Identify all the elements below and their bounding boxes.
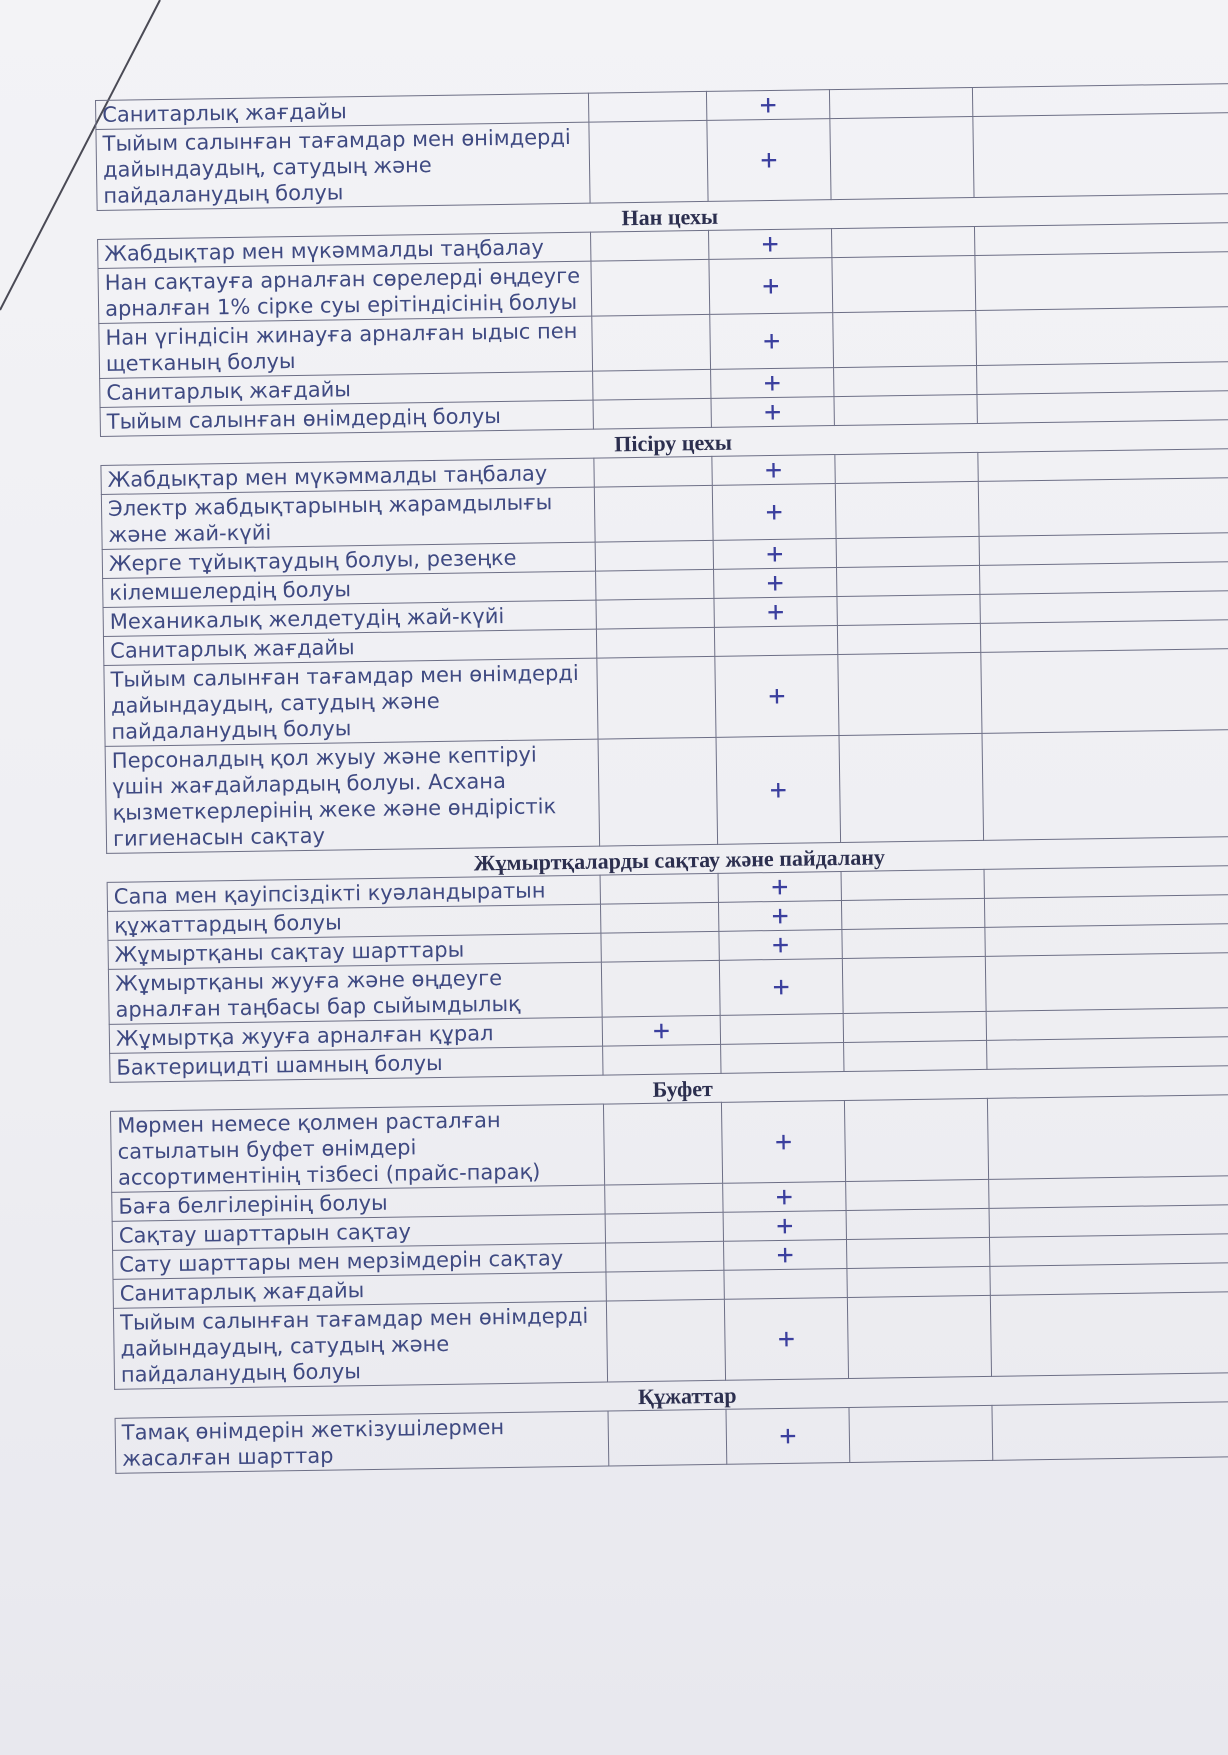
empty-cell [978, 477, 1228, 536]
checklist-item-text: Жерге тұйықтаудың болуы, резеңке [102, 542, 595, 578]
checklist-item-text: Жабдықтар мен мүкәммалды таңбалау [101, 458, 594, 494]
checklist-item-text: Жұмыртқаны жууға және өңдеуге арналған таңбасы бар сыйымдылық [108, 962, 602, 1024]
empty-cell [982, 729, 1228, 840]
handwritten-plus-mark: + [711, 368, 834, 399]
checklist-item-text: Жұмыртқаны сақтау шарттары [108, 933, 601, 969]
handwritten-plus-mark: + [723, 1210, 846, 1241]
checklist-item-text: Санитарлық жағдайы [100, 371, 593, 407]
empty-cell [594, 485, 713, 542]
empty-cell [980, 619, 1228, 652]
checklist-item-text: Тыйым салынған тағамдар мен өнімдерді дайындаудың, сатудың және пайдаланудың болуы [96, 122, 590, 210]
checklist-item-text: Сапа мен қауіпсіздікті куәландыратын [107, 875, 600, 911]
empty-cell [829, 87, 972, 118]
empty-cell [837, 623, 980, 654]
empty-cell [839, 733, 984, 842]
empty-cell [979, 532, 1228, 565]
empty-cell [833, 310, 977, 367]
section-title: Пісіру цехы [100, 419, 1228, 465]
empty-cell [987, 1094, 1228, 1179]
handwritten-plus-mark: + [724, 1239, 847, 1270]
handwritten-plus-mark: + [709, 258, 833, 315]
checklist-item-text: Баға белгілерінің болуы [112, 1185, 605, 1221]
empty-cell [600, 873, 718, 904]
empty-cell [847, 1295, 991, 1378]
empty-cell [980, 590, 1228, 623]
empty-cell [830, 116, 974, 199]
empty-cell [844, 1040, 987, 1071]
empty-cell [589, 120, 708, 203]
empty-cell [601, 931, 719, 962]
empty-cell [595, 540, 713, 571]
empty-cell [835, 452, 978, 483]
checklist-item-text: Персоналдың қол жуыу және кептіруі үшін жағдайлардың болуы. Асхана қызметкерлерінің жеке және өндірістік гигиенасын сақтау [105, 739, 600, 853]
checklist-item-text: Тыйым салынған өнімдердің болуы [100, 400, 593, 436]
empty-cell [591, 259, 710, 316]
empty-cell [836, 536, 979, 567]
empty-cell [974, 222, 1228, 255]
empty-cell [842, 956, 986, 1013]
empty-cell [606, 1299, 725, 1382]
empty-cell [980, 561, 1228, 594]
empty-cell [835, 481, 979, 538]
empty-cell [593, 369, 711, 400]
handwritten-plus-mark: + [718, 872, 841, 903]
handwritten-plus-mark: + [719, 959, 843, 1016]
checklist-item-text: кілемшелердің болуы [103, 571, 596, 607]
empty-cell [842, 927, 985, 958]
empty-cell [989, 1204, 1228, 1237]
empty-cell [978, 448, 1228, 481]
empty-cell [832, 255, 976, 312]
empty-cell [838, 652, 982, 735]
empty-cell [596, 569, 714, 600]
checklist-item-text: Механикалық желдетудің жай-күйі [103, 600, 596, 636]
empty-cell [593, 398, 711, 429]
checklist-item-text: Тыйым салынған тағамдар мен өнімдерді дайындаудың, сатудың және пайдаланудың болуы [104, 658, 598, 746]
checklist-item-text: Электр жабдықтарының жарамдылығы және жай-күйі [101, 487, 595, 549]
checklist-item-text: Тамақ өнімдерін жеткізушілермен жасалған шарттар [115, 1411, 609, 1473]
handwritten-plus-mark: + [713, 539, 836, 570]
checklist-item-text: Тыйым салынған тағамдар мен өнімдерді дайындаудың, сатудың және пайдаланудың болуы [113, 1301, 607, 1389]
empty-cell [992, 1401, 1228, 1460]
checklist-row [105, 729, 1228, 853]
empty-cell [834, 365, 977, 396]
empty-cell [596, 627, 714, 658]
empty-cell [596, 598, 714, 629]
section-title: Жұмыртқаларды сақтау және пайдалану [107, 836, 1228, 882]
empty-cell [846, 1208, 989, 1239]
empty-cell [605, 1183, 723, 1214]
empty-cell [603, 1044, 721, 1075]
empty-cell [849, 1405, 993, 1462]
checklist-body [96, 84, 1228, 1474]
checklist-item-text: Нан сақтауға арналған сөрелерді өңдеуге арналған 1% сірке суы ерітіндісінің болуы [98, 261, 592, 323]
empty-cell [600, 902, 718, 933]
empty-cell [601, 960, 720, 1017]
empty-cell [721, 1042, 844, 1073]
handwritten-plus-mark: + [714, 597, 837, 628]
empty-cell [844, 1098, 988, 1181]
handwritten-plus-mark: + [707, 119, 831, 202]
empty-cell [831, 226, 974, 257]
checklist-item-text: Санитарлық жағдайы [113, 1272, 606, 1308]
checklist-item-text: Бактерицидті шамның болуы [110, 1046, 603, 1082]
empty-cell [837, 594, 980, 625]
checklist-item-text: Нан үгіндісін жинауға арналған ыдыс пен щетканың болуы [99, 316, 593, 378]
empty-cell [608, 1409, 727, 1466]
empty-cell [834, 394, 977, 425]
checklist-item-text: Санитарлық жағдайы [103, 629, 596, 665]
checklist-item-text: Жұмыртқа жууға арналған құрал [109, 1017, 602, 1053]
empty-cell [724, 1268, 847, 1299]
checklist-item-text: Сату шарттары мен мерзімдерін сақтау [113, 1243, 606, 1279]
empty-cell [592, 314, 711, 371]
handwritten-plus-mark: + [710, 313, 834, 370]
empty-cell [606, 1241, 724, 1272]
empty-cell [841, 869, 984, 900]
empty-cell [985, 923, 1228, 956]
handwritten-plus-mark: + [602, 1015, 720, 1046]
empty-cell [976, 306, 1228, 365]
handwritten-plus-mark: + [715, 655, 839, 738]
section-title: Құжаттар [115, 1372, 1228, 1418]
empty-cell [984, 894, 1228, 927]
handwritten-plus-mark: + [719, 930, 842, 961]
handwritten-plus-mark: + [724, 1297, 848, 1380]
checklist-table [95, 83, 1228, 1474]
handwritten-plus-mark: + [712, 484, 836, 541]
empty-cell [977, 361, 1228, 394]
empty-cell [843, 1011, 986, 1042]
empty-cell [594, 456, 712, 487]
empty-cell [591, 230, 709, 261]
handwritten-plus-mark: + [714, 568, 837, 599]
empty-cell [837, 565, 980, 596]
empty-cell [603, 1102, 722, 1185]
empty-cell [598, 737, 718, 846]
empty-cell [987, 1036, 1228, 1069]
handwritten-plus-mark: + [711, 397, 834, 428]
checklist-item-text: құжаттардың болуы [108, 904, 601, 940]
checklist-item-text: Жабдықтар мен мүкәммалды таңбалау [98, 232, 591, 268]
empty-cell [846, 1179, 989, 1210]
empty-cell [986, 1007, 1228, 1040]
empty-cell [597, 656, 716, 739]
handwritten-plus-mark: + [712, 455, 835, 486]
empty-cell [847, 1266, 990, 1297]
checklist-item-text: Мөрмен немесе қолмен расталған сатылатын буфет өнімдері ассортиментінің тізбесі (прайс-парақ) [111, 1104, 605, 1192]
checklist-item-text: Санитарлық жағдайы [96, 93, 589, 129]
handwritten-plus-mark: + [721, 1100, 845, 1183]
handwritten-plus-mark: + [706, 90, 829, 121]
handwritten-plus-mark: + [726, 1407, 850, 1464]
empty-cell [981, 648, 1228, 733]
empty-cell [990, 1262, 1228, 1295]
handwritten-plus-mark: + [709, 229, 832, 260]
empty-cell [606, 1270, 724, 1301]
empty-cell [985, 952, 1228, 1011]
empty-cell [977, 390, 1228, 423]
handwritten-plus-mark: + [718, 901, 841, 932]
empty-cell [841, 898, 984, 929]
empty-cell [984, 865, 1228, 898]
empty-cell [989, 1233, 1228, 1266]
empty-cell [846, 1237, 989, 1268]
empty-cell [989, 1175, 1228, 1208]
empty-cell [720, 1014, 843, 1045]
empty-cell [990, 1291, 1228, 1376]
empty-cell [714, 626, 837, 657]
empty-cell [975, 251, 1228, 310]
checklist-item-text: Сақтау шарттарын сақтау [112, 1214, 605, 1250]
empty-cell [588, 91, 706, 122]
empty-cell [605, 1212, 723, 1243]
empty-cell [972, 84, 1228, 117]
empty-cell [973, 113, 1228, 198]
handwritten-plus-mark: + [716, 736, 841, 845]
checklist-sheet [95, 84, 1199, 1700]
section-title: Буфет [110, 1065, 1228, 1111]
section-title: Нан цехы [97, 193, 1228, 239]
handwritten-plus-mark: + [723, 1181, 846, 1212]
